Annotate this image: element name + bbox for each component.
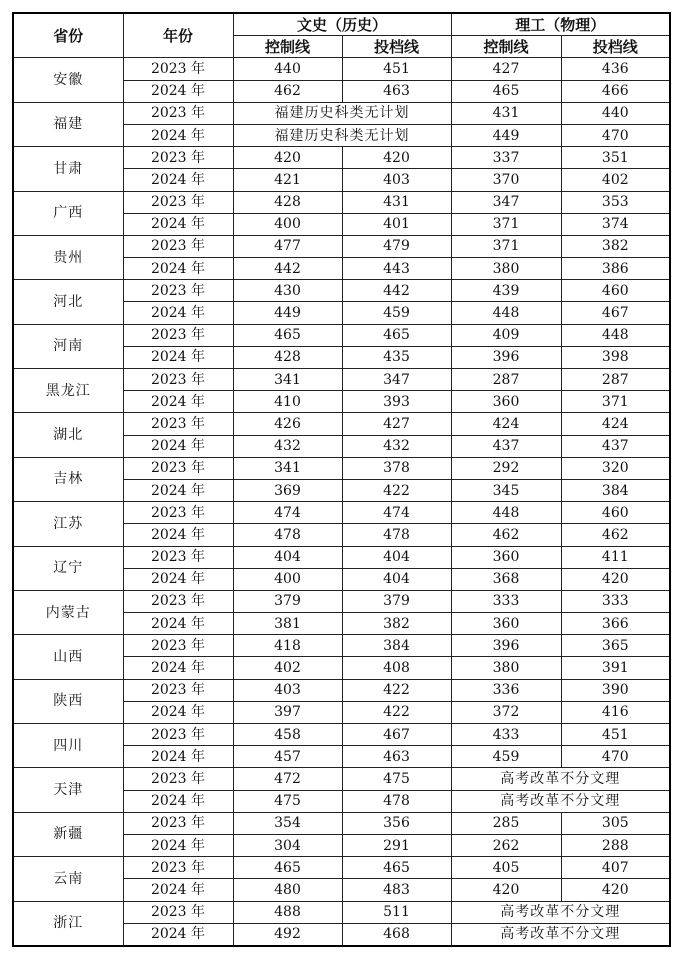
liberal-arts-admit-cell: 291 — [342, 834, 451, 856]
liberal-arts-admit-cell: 483 — [342, 879, 451, 901]
liberal-arts-control-cell: 465 — [233, 857, 342, 879]
science-admit-cell: 288 — [561, 834, 670, 856]
province-name-cell: 陕西 — [13, 679, 123, 723]
science-admit-cell: 424 — [561, 413, 670, 435]
liberal-arts-control-cell: 472 — [233, 768, 342, 790]
liberal-arts-control-cell: 432 — [233, 435, 342, 457]
province-name-cell: 江苏 — [13, 502, 123, 546]
liberal-arts-admit-cell: 465 — [342, 324, 451, 346]
year-cell: 2024 年 — [123, 391, 233, 413]
year-cell: 2023 年 — [123, 235, 233, 257]
science-control-cell: 433 — [451, 724, 561, 746]
province-name-cell: 四川 — [13, 724, 123, 768]
liberal-arts-admit-header: 投档线 — [342, 36, 451, 58]
liberal-arts-admit-cell: 378 — [342, 457, 451, 479]
science-control-cell: 347 — [451, 191, 561, 213]
science-control-cell: 439 — [451, 280, 561, 302]
year-cell: 2023 年 — [123, 857, 233, 879]
year-cell: 2023 年 — [123, 102, 233, 124]
table-row — [13, 590, 670, 612]
table-row — [13, 679, 670, 701]
liberal-arts-control-cell: 457 — [233, 746, 342, 768]
science-control-cell: 380 — [451, 657, 561, 679]
science-control-cell: 370 — [451, 169, 561, 191]
science-control-cell: 396 — [451, 635, 561, 657]
year-cell: 2024 年 — [123, 923, 233, 946]
science-admit-cell: 451 — [561, 724, 670, 746]
year-cell: 2023 年 — [123, 502, 233, 524]
year-cell: 2023 年 — [123, 191, 233, 213]
table-row — [13, 324, 670, 346]
liberal-arts-control-cell: 381 — [233, 613, 342, 635]
liberal-arts-admit-cell: 463 — [342, 746, 451, 768]
table-row — [13, 58, 670, 80]
province-name-cell: 甘肃 — [13, 147, 123, 191]
table-row — [13, 457, 670, 479]
science-admit-cell: 416 — [561, 701, 670, 723]
science-admit-cell: 390 — [561, 679, 670, 701]
science-control-cell: 396 — [451, 346, 561, 368]
science-control-cell: 345 — [451, 479, 561, 501]
liberal-arts-admit-cell: 408 — [342, 657, 451, 679]
liberal-arts-control-cell: 341 — [233, 457, 342, 479]
liberal-arts-control-cell: 404 — [233, 546, 342, 568]
liberal-arts-admit-cell: 427 — [342, 413, 451, 435]
province-name-cell: 浙江 — [13, 901, 123, 946]
science-control-cell: 285 — [451, 812, 561, 834]
science-control-cell: 287 — [451, 369, 561, 391]
year-cell: 2023 年 — [123, 324, 233, 346]
liberal-arts-admit-cell: 478 — [342, 790, 451, 812]
science-control-cell: 427 — [451, 58, 561, 80]
science-control-cell: 409 — [451, 324, 561, 346]
year-cell: 2024 年 — [123, 302, 233, 324]
science-admit-cell: 320 — [561, 457, 670, 479]
science-admit-cell: 411 — [561, 546, 670, 568]
liberal-arts-admit-cell: 379 — [342, 590, 451, 612]
year-column-header: 年份 — [123, 13, 233, 58]
liberal-arts-control-cell: 418 — [233, 635, 342, 657]
liberal-arts-control-cell: 480 — [233, 879, 342, 901]
liberal-arts-control-cell: 400 — [233, 568, 342, 590]
science-control-cell: 465 — [451, 80, 561, 102]
liberal-arts-admit-cell: 401 — [342, 213, 451, 235]
year-cell: 2023 年 — [123, 546, 233, 568]
liberal-arts-admit-cell: 382 — [342, 613, 451, 635]
year-cell: 2024 年 — [123, 790, 233, 812]
year-cell: 2023 年 — [123, 901, 233, 923]
science-control-cell: 368 — [451, 568, 561, 590]
liberal-arts-admit-cell: 432 — [342, 435, 451, 457]
table-row — [13, 235, 670, 257]
liberal-arts-control-cell: 428 — [233, 191, 342, 213]
table-row — [13, 635, 670, 657]
science-admit-cell: 460 — [561, 502, 670, 524]
liberal-arts-admit-cell: 451 — [342, 58, 451, 80]
year-cell: 2023 年 — [123, 768, 233, 790]
table-row — [13, 857, 670, 879]
province-column-header: 省份 — [13, 13, 123, 58]
year-cell: 2024 年 — [123, 479, 233, 501]
liberal-arts-admit-cell: 404 — [342, 546, 451, 568]
science-control-cell: 262 — [451, 834, 561, 856]
liberal-arts-admit-cell: 467 — [342, 724, 451, 746]
liberal-arts-control-cell: 449 — [233, 302, 342, 324]
table-row — [13, 812, 670, 834]
science-admit-cell: 287 — [561, 369, 670, 391]
liberal-arts-control-cell: 475 — [233, 790, 342, 812]
liberal-arts-admit-cell: 468 — [342, 923, 451, 946]
province-name-cell: 湖北 — [13, 413, 123, 457]
table-row — [13, 768, 670, 790]
table-row — [13, 901, 670, 923]
science-admit-cell: 420 — [561, 568, 670, 590]
science-control-header: 控制线 — [451, 36, 561, 58]
science-control-cell: 459 — [451, 746, 561, 768]
science-control-cell: 405 — [451, 857, 561, 879]
science-control-cell: 420 — [451, 879, 561, 901]
science-admit-cell: 384 — [561, 479, 670, 501]
year-cell: 2024 年 — [123, 613, 233, 635]
science-note-cell: 高考改革不分文理 — [451, 768, 670, 790]
science-admit-cell: 407 — [561, 857, 670, 879]
science-note-cell: 高考改革不分文理 — [451, 901, 670, 923]
science-note-cell: 高考改革不分文理 — [451, 790, 670, 812]
province-name-cell: 云南 — [13, 857, 123, 901]
science-admit-cell: 437 — [561, 435, 670, 457]
science-admit-cell: 467 — [561, 302, 670, 324]
science-note-cell: 高考改革不分文理 — [451, 923, 670, 946]
liberal-arts-control-cell: 379 — [233, 590, 342, 612]
liberal-arts-admit-cell: 474 — [342, 502, 451, 524]
science-control-cell: 292 — [451, 457, 561, 479]
liberal-arts-control-cell: 402 — [233, 657, 342, 679]
table-row — [13, 724, 670, 746]
liberal-arts-control-cell: 488 — [233, 901, 342, 923]
science-admit-cell: 420 — [561, 879, 670, 901]
science-admit-cell: 398 — [561, 346, 670, 368]
province-name-cell: 新疆 — [13, 812, 123, 856]
liberal-arts-note-cell: 福建历史科类无计划 — [233, 102, 451, 124]
liberal-arts-admit-cell: 420 — [342, 147, 451, 169]
science-control-cell: 372 — [451, 701, 561, 723]
science-admit-cell: 436 — [561, 58, 670, 80]
table-header — [13, 13, 670, 58]
liberal-arts-control-cell: 465 — [233, 324, 342, 346]
admission-score-table — [12, 12, 671, 947]
liberal-arts-admit-cell: 443 — [342, 258, 451, 280]
liberal-arts-admit-cell: 384 — [342, 635, 451, 657]
liberal-arts-control-cell: 492 — [233, 923, 342, 946]
year-cell: 2023 年 — [123, 58, 233, 80]
liberal-arts-control-cell: 426 — [233, 413, 342, 435]
liberal-arts-admit-cell: 422 — [342, 679, 451, 701]
year-cell: 2023 年 — [123, 635, 233, 657]
science-admit-cell: 305 — [561, 812, 670, 834]
liberal-arts-control-cell: 440 — [233, 58, 342, 80]
year-cell: 2024 年 — [123, 124, 233, 146]
science-admit-cell: 371 — [561, 391, 670, 413]
liberal-arts-group-header: 文史（历史） — [233, 13, 451, 36]
province-name-cell: 内蒙古 — [13, 590, 123, 634]
score-table-container — [12, 12, 669, 947]
year-cell: 2024 年 — [123, 834, 233, 856]
science-admit-cell: 460 — [561, 280, 670, 302]
year-cell: 2024 年 — [123, 213, 233, 235]
year-cell: 2024 年 — [123, 80, 233, 102]
science-control-cell: 337 — [451, 147, 561, 169]
province-name-cell: 辽宁 — [13, 546, 123, 590]
liberal-arts-control-cell: 458 — [233, 724, 342, 746]
science-control-cell: 371 — [451, 213, 561, 235]
science-admit-cell: 391 — [561, 657, 670, 679]
liberal-arts-control-cell: 304 — [233, 834, 342, 856]
table-row — [13, 369, 670, 391]
science-control-cell: 448 — [451, 302, 561, 324]
science-admit-cell: 374 — [561, 213, 670, 235]
liberal-arts-admit-cell: 435 — [342, 346, 451, 368]
science-admit-cell: 386 — [561, 258, 670, 280]
science-control-cell: 431 — [451, 102, 561, 124]
year-cell: 2024 年 — [123, 746, 233, 768]
liberal-arts-note-cell: 福建历史科类无计划 — [233, 124, 451, 146]
liberal-arts-admit-cell: 442 — [342, 280, 451, 302]
science-admit-cell: 365 — [561, 635, 670, 657]
liberal-arts-control-cell: 428 — [233, 346, 342, 368]
liberal-arts-admit-cell: 347 — [342, 369, 451, 391]
province-name-cell: 天津 — [13, 768, 123, 812]
liberal-arts-control-cell: 403 — [233, 679, 342, 701]
table-row — [13, 546, 670, 568]
liberal-arts-control-header: 控制线 — [233, 36, 342, 58]
liberal-arts-admit-cell: 463 — [342, 80, 451, 102]
liberal-arts-admit-cell: 404 — [342, 568, 451, 590]
liberal-arts-admit-cell: 478 — [342, 524, 451, 546]
science-admit-cell: 402 — [561, 169, 670, 191]
science-control-cell: 333 — [451, 590, 561, 612]
liberal-arts-control-cell: 477 — [233, 235, 342, 257]
liberal-arts-control-cell: 462 — [233, 80, 342, 102]
province-name-cell: 福建 — [13, 102, 123, 146]
liberal-arts-admit-cell: 422 — [342, 479, 451, 501]
year-cell: 2024 年 — [123, 258, 233, 280]
year-cell: 2023 年 — [123, 457, 233, 479]
year-cell: 2024 年 — [123, 169, 233, 191]
science-admit-cell: 470 — [561, 124, 670, 146]
year-cell: 2023 年 — [123, 679, 233, 701]
liberal-arts-admit-cell: 422 — [342, 701, 451, 723]
science-admit-cell: 470 — [561, 746, 670, 768]
table-body — [13, 58, 670, 946]
liberal-arts-control-cell: 420 — [233, 147, 342, 169]
liberal-arts-control-cell: 341 — [233, 369, 342, 391]
year-cell: 2024 年 — [123, 435, 233, 457]
liberal-arts-admit-cell: 511 — [342, 901, 451, 923]
science-control-cell: 449 — [451, 124, 561, 146]
liberal-arts-admit-cell: 459 — [342, 302, 451, 324]
year-cell: 2024 年 — [123, 524, 233, 546]
year-cell: 2023 年 — [123, 369, 233, 391]
science-admit-cell: 462 — [561, 524, 670, 546]
year-cell: 2024 年 — [123, 657, 233, 679]
science-control-cell: 360 — [451, 391, 561, 413]
liberal-arts-control-cell: 478 — [233, 524, 342, 546]
science-control-cell: 448 — [451, 502, 561, 524]
year-cell: 2023 年 — [123, 724, 233, 746]
year-cell: 2023 年 — [123, 413, 233, 435]
liberal-arts-control-cell: 442 — [233, 258, 342, 280]
year-cell: 2024 年 — [123, 568, 233, 590]
province-name-cell: 黑龙江 — [13, 369, 123, 413]
liberal-arts-admit-cell: 431 — [342, 191, 451, 213]
science-admit-header: 投档线 — [561, 36, 670, 58]
liberal-arts-admit-cell: 403 — [342, 169, 451, 191]
liberal-arts-control-cell: 397 — [233, 701, 342, 723]
province-name-cell: 广西 — [13, 191, 123, 235]
year-cell: 2023 年 — [123, 280, 233, 302]
science-admit-cell: 440 — [561, 102, 670, 124]
liberal-arts-control-cell: 430 — [233, 280, 342, 302]
science-control-cell: 437 — [451, 435, 561, 457]
science-control-cell: 462 — [451, 524, 561, 546]
liberal-arts-control-cell: 474 — [233, 502, 342, 524]
science-control-cell: 360 — [451, 613, 561, 635]
liberal-arts-control-cell: 354 — [233, 812, 342, 834]
science-control-cell: 371 — [451, 235, 561, 257]
liberal-arts-admit-cell: 356 — [342, 812, 451, 834]
science-admit-cell: 448 — [561, 324, 670, 346]
table-row — [13, 147, 670, 169]
table-row — [13, 102, 670, 124]
science-admit-cell: 333 — [561, 590, 670, 612]
liberal-arts-admit-cell: 393 — [342, 391, 451, 413]
liberal-arts-admit-cell: 475 — [342, 768, 451, 790]
province-name-cell: 贵州 — [13, 235, 123, 279]
province-name-cell: 山西 — [13, 635, 123, 679]
science-admit-cell: 351 — [561, 147, 670, 169]
liberal-arts-admit-cell: 479 — [342, 235, 451, 257]
science-control-cell: 336 — [451, 679, 561, 701]
table-row — [13, 413, 670, 435]
science-control-cell: 360 — [451, 546, 561, 568]
province-name-cell: 河南 — [13, 324, 123, 368]
science-control-cell: 380 — [451, 258, 561, 280]
province-name-cell: 河北 — [13, 280, 123, 324]
science-admit-cell: 366 — [561, 613, 670, 635]
year-cell: 2023 年 — [123, 812, 233, 834]
year-cell: 2024 年 — [123, 879, 233, 901]
liberal-arts-control-cell: 421 — [233, 169, 342, 191]
liberal-arts-control-cell: 410 — [233, 391, 342, 413]
science-admit-cell: 353 — [561, 191, 670, 213]
science-group-header: 理工（物理） — [451, 13, 670, 36]
province-name-cell: 安徽 — [13, 58, 123, 102]
liberal-arts-control-cell: 369 — [233, 479, 342, 501]
liberal-arts-admit-cell: 465 — [342, 857, 451, 879]
science-admit-cell: 382 — [561, 235, 670, 257]
science-admit-cell: 466 — [561, 80, 670, 102]
table-row — [13, 191, 670, 213]
table-row — [13, 502, 670, 524]
table-row — [13, 280, 670, 302]
year-cell: 2024 年 — [123, 346, 233, 368]
liberal-arts-control-cell: 400 — [233, 213, 342, 235]
year-cell: 2023 年 — [123, 590, 233, 612]
year-cell: 2023 年 — [123, 147, 233, 169]
province-name-cell: 吉林 — [13, 457, 123, 501]
science-control-cell: 424 — [451, 413, 561, 435]
year-cell: 2024 年 — [123, 701, 233, 723]
